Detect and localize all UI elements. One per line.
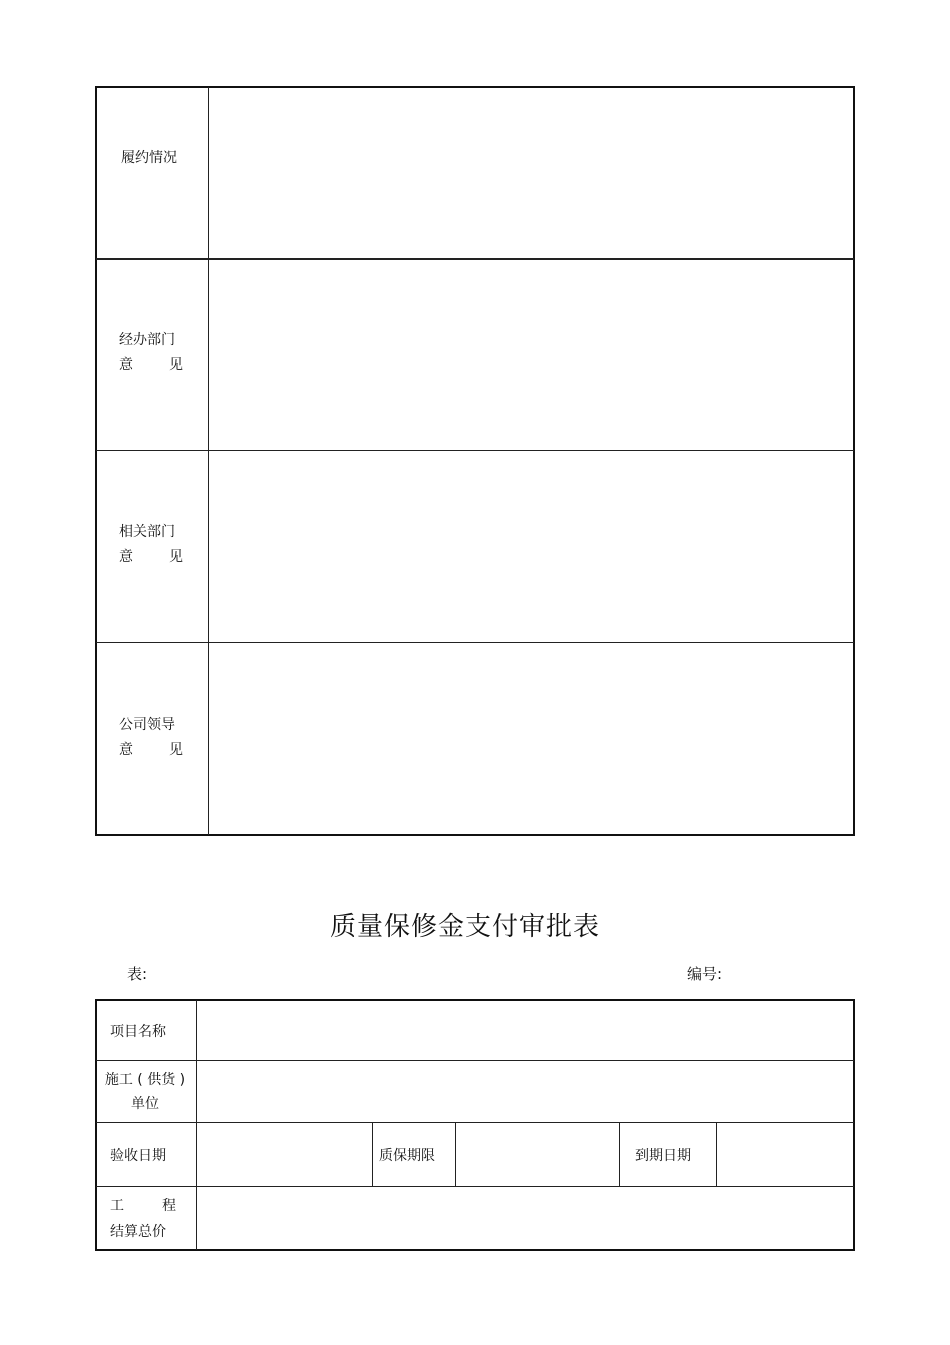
related-dept-text: 相关部门 <box>119 524 175 540</box>
related-dept-opinion-label <box>119 520 183 570</box>
approval-table-row-divider <box>96 1060 854 1061</box>
company-leader-text: 公司领导 <box>119 717 175 733</box>
form-title: 质量保修金支付审批表 <box>329 912 600 942</box>
opinion-text: 意 见 <box>119 742 183 758</box>
project-text: 工 程 <box>110 1198 176 1214</box>
acceptance-date-value[interactable] <box>198 1124 371 1185</box>
opinion-text: 意 见 <box>119 357 183 373</box>
approval-table-row-divider <box>96 1186 854 1187</box>
expiry-date-label: 到期日期 <box>635 1148 691 1164</box>
approval-table-label-divider <box>196 1000 197 1250</box>
table-label: 表: <box>127 965 148 983</box>
date-row-divider <box>372 1123 373 1186</box>
opinion-text: 意 见 <box>119 549 183 565</box>
warranty-period-label: 质保期限 <box>379 1148 435 1164</box>
project-name-value[interactable] <box>198 1001 853 1059</box>
settlement-total-value[interactable] <box>198 1188 853 1249</box>
upper-table-column-divider <box>208 87 209 835</box>
contractor-label-line2: 单位 <box>131 1096 159 1112</box>
settlement-total-label <box>110 1193 176 1245</box>
date-row-divider <box>619 1123 620 1186</box>
performance-status-label <box>121 146 177 171</box>
warranty-period-value[interactable] <box>457 1124 618 1185</box>
settlement-total-text: 结算总价 <box>110 1224 166 1240</box>
contractor-label <box>100 1068 190 1116</box>
upper-table-row-divider <box>96 642 854 643</box>
upper-table-row-divider <box>96 258 854 260</box>
upper-table-row-divider <box>96 450 854 451</box>
project-name-label: 项目名称 <box>110 1024 166 1040</box>
date-row-divider <box>716 1123 717 1186</box>
contractor-value[interactable] <box>198 1062 853 1121</box>
date-row-divider <box>455 1123 456 1186</box>
handling-dept-opinion-label <box>119 328 183 378</box>
performance-status-text: 履约情况 <box>121 150 177 166</box>
contractor-label-line1: 施工 ( 供货 ) <box>104 1072 186 1088</box>
acceptance-date-label: 验收日期 <box>110 1148 166 1164</box>
upper-table <box>95 86 855 836</box>
expiry-date-value[interactable] <box>718 1124 853 1185</box>
handling-dept-text: 经办部门 <box>119 332 175 348</box>
approval-table-row-divider <box>96 1122 854 1123</box>
number-label: 编号: <box>687 965 723 983</box>
company-leader-opinion-label <box>119 713 183 763</box>
